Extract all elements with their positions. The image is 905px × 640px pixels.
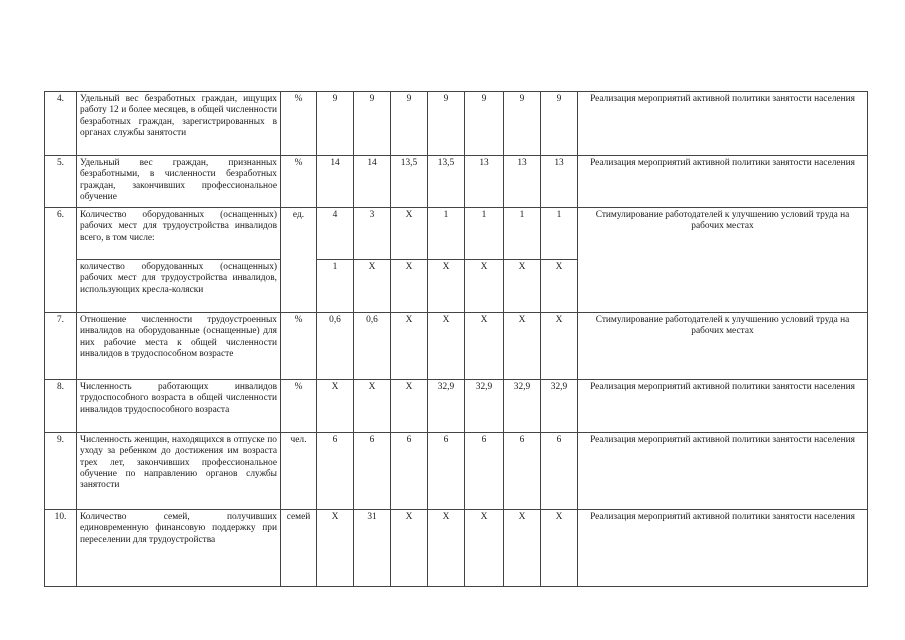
table-row [45, 510, 868, 587]
measure-cell: Реализация мероприятий активной политики занятости населения [578, 92, 868, 156]
measure-cell: Реализация мероприятий активной политики занятости населения [578, 156, 868, 208]
value-cell: 9 [354, 92, 391, 156]
indicator-name: Численность женщин, находящихся в отпуске по уходу за ребенком до достижения им возраста трех лет, закончивших профессиональное обучение по направлению органов службы занятости [77, 433, 281, 510]
unit-cell: ед. [281, 208, 317, 313]
value-cell: X [428, 313, 465, 380]
value-cell: 14 [317, 156, 354, 208]
value-cell: 6 [428, 433, 465, 510]
value-cell: 9 [428, 92, 465, 156]
value-cell: 9 [504, 92, 541, 156]
value-cell: X [391, 313, 428, 380]
value-cell: 9 [541, 92, 578, 156]
value-cell: 0,6 [317, 313, 354, 380]
table-row [45, 92, 868, 156]
value-cell: 32,9 [428, 380, 465, 433]
value-cell: X [391, 260, 428, 313]
value-cell: X [391, 510, 428, 587]
row-number: 9. [45, 433, 77, 510]
value-cell: 1 [465, 208, 504, 260]
value-cell: 13 [465, 156, 504, 208]
value-cell: 6 [391, 433, 428, 510]
value-cell: X [504, 260, 541, 313]
value-cell: 6 [317, 433, 354, 510]
row-number: 10. [45, 510, 77, 587]
value-cell: X [465, 260, 504, 313]
row-number: 5. [45, 156, 77, 208]
indicators-table [44, 91, 868, 587]
value-cell: X [465, 313, 504, 380]
unit-cell: % [281, 92, 317, 156]
unit-cell: чел. [281, 433, 317, 510]
value-cell: 13,5 [428, 156, 465, 208]
table-row [45, 313, 868, 380]
value-cell: 32,9 [541, 380, 578, 433]
measure-cell: Стимулирование работодателей к улучшению условий труда на рабочих местах [578, 313, 868, 380]
value-cell: X [354, 260, 391, 313]
indicator-name: Удельный вес безработных граждан, ищущих работу 12 и более месяцев, в общей численности безработных граждан, зарегистрированных в органах службы занятости [77, 92, 281, 156]
value-cell: 4 [317, 208, 354, 260]
measure-cell: Реализация мероприятий активной политики занятости населения [578, 380, 868, 433]
unit-cell: % [281, 313, 317, 380]
table-row [45, 433, 868, 510]
value-cell: 13 [541, 156, 578, 208]
value-cell: X [541, 510, 578, 587]
indicator-name: Количество семей, получивших единовременную финансовую поддержку при переселении для трудоустройства [77, 510, 281, 587]
value-cell: X [504, 510, 541, 587]
value-cell: X [391, 208, 428, 260]
value-cell: 9 [465, 92, 504, 156]
measure-cell: Реализация мероприятий активной политики занятости населения [578, 433, 868, 510]
table-row [45, 380, 868, 433]
value-cell: 6 [354, 433, 391, 510]
sub-indicator-name: количество оборудованных (оснащенных) рабочих мест для трудоустройства инвалидов, использующих кресла-коляски [77, 260, 281, 313]
table-row [45, 208, 868, 260]
measure-cell: Стимулирование работодателей к улучшению условий труда на рабочих местах [578, 208, 868, 313]
value-cell: 1 [504, 208, 541, 260]
value-cell: 1 [317, 260, 354, 313]
value-cell: 3 [354, 208, 391, 260]
value-cell: 31 [354, 510, 391, 587]
value-cell: 6 [504, 433, 541, 510]
value-cell: X [391, 380, 428, 433]
unit-cell: семей [281, 510, 317, 587]
unit-cell: % [281, 156, 317, 208]
row-number: 8. [45, 380, 77, 433]
value-cell: X [465, 510, 504, 587]
value-cell: X [428, 510, 465, 587]
unit-cell: % [281, 380, 317, 433]
value-cell: X [541, 313, 578, 380]
indicator-name: Отношение численности трудоустроенных инвалидов на оборудованные (оснащенные) для них рабочие места к общей численности инвалидов в трудоспособном возрасте [77, 313, 281, 380]
value-cell: 14 [354, 156, 391, 208]
value-cell: 32,9 [504, 380, 541, 433]
indicator-name: Количество оборудованных (оснащенных) рабочих мест для трудоустройства инвалидов всего, в том числе: [77, 208, 281, 260]
value-cell: 9 [317, 92, 354, 156]
value-cell: 13,5 [391, 156, 428, 208]
value-cell: 9 [391, 92, 428, 156]
measure-cell: Реализация мероприятий активной политики занятости населения [578, 510, 868, 587]
value-cell: X [354, 380, 391, 433]
row-number: 4. [45, 92, 77, 156]
row-number: 6. [45, 208, 77, 313]
value-cell: X [317, 380, 354, 433]
value-cell: 1 [428, 208, 465, 260]
value-cell: 6 [465, 433, 504, 510]
table-row [45, 156, 868, 208]
value-cell: 1 [541, 208, 578, 260]
indicator-name: Численность работающих инвалидов трудоспособного возраста в общей численности инвалидов трудоспособного возраста [77, 380, 281, 433]
row-number: 7. [45, 313, 77, 380]
indicator-name: Удельный вес граждан, признанных безработными, в численности безработных граждан, закончивших профессиональное обучение [77, 156, 281, 208]
value-cell: 6 [541, 433, 578, 510]
value-cell: 0,6 [354, 313, 391, 380]
value-cell: X [428, 260, 465, 313]
value-cell: X [541, 260, 578, 313]
value-cell: 13 [504, 156, 541, 208]
value-cell: 32,9 [465, 380, 504, 433]
value-cell: X [504, 313, 541, 380]
value-cell: X [317, 510, 354, 587]
